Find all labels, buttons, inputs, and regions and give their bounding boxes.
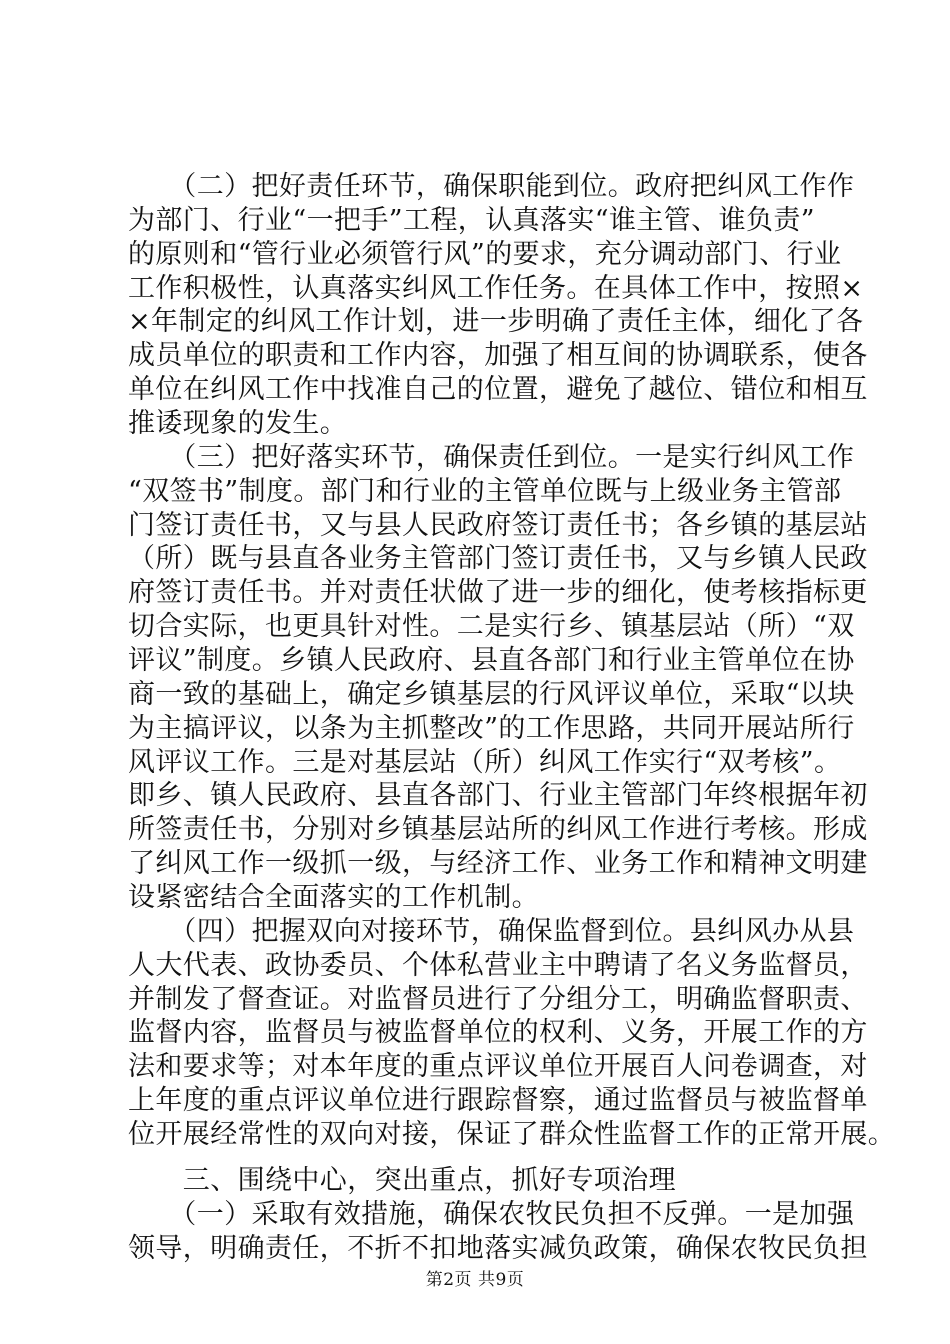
text-line: 上年度的重点评议单位进行跟踪督察，通过监督员与被监督单 <box>128 1085 868 1116</box>
text-line: 为部门、行业“一把手”工程，认真落实“谁主管、谁负责” <box>128 205 816 236</box>
text-line: 所签责任书，分别对乡镇基层站所的纠风工作进行考核。形成 <box>128 814 868 845</box>
text-line: 的原则和“管行业必须管行风”的要求，充分调动部门、行业 <box>128 239 842 270</box>
text-line: （所）既与县直各业务主管部门签订责任书，又与乡镇人民政 <box>128 543 868 574</box>
text-line: 切合实际，也更具针对性。二是实行乡、镇基层站（所）“双 <box>128 611 855 642</box>
text-line: 为主搞评议，以条为主抓整改”的工作思路，共同开展站所行 <box>128 713 855 744</box>
text-line: 评议”制度。乡镇人民政府、县直各部门和行业主管单位在协 <box>128 645 855 676</box>
text-line: “双签书”制度。部门和行业的主管单位既与上级业务主管部 <box>128 476 842 507</box>
text-line: 风评议工作。三是对基层站（所）纠风工作实行“双考核”。 <box>128 747 842 778</box>
text-line: 并制发了督查证。对监督员进行了分组分工，明确监督职责、 <box>128 984 868 1015</box>
text-line: 法和要求等；对本年度的重点评议单位开展百人问卷调查，对 <box>128 1051 868 1082</box>
text-line: 了纠风工作一级抓一级，与经济工作、业务工作和精神文明建 <box>128 848 868 879</box>
text-line: （三）把好落实环节，确保责任到位。一是实行纠风工作 <box>128 442 855 473</box>
text-line: （一）采取有效措施，确保农牧民负担不反弹。一是加强 <box>128 1199 855 1230</box>
text-line: 商一致的基础上，确定乡镇基层的行风评议单位，采取“以块 <box>128 679 855 710</box>
text-line: ×年制定的纠风工作计划，进一步明确了责任主体，细化了各 <box>128 306 864 337</box>
text-line: 成员单位的职责和工作内容，加强了相互间的协调联系，使各 <box>128 340 868 371</box>
text-line: 人大代表、政协委员、个体私营业主中聘请了名义务监督员， <box>128 950 868 981</box>
text-line: 即乡、镇人民政府、县直各部门、行业主管部门年终根据年初 <box>128 780 868 811</box>
text-line: 位开展经常性的双向对接，保证了群众性监督工作的正常开展。 <box>128 1119 896 1150</box>
text-line: （四）把握双向对接环节，确保监督到位。县纠风办从县 <box>128 916 855 947</box>
text-line: 推诿现象的发生。 <box>128 408 348 439</box>
text-line: 领导，明确责任，不折不扣地落实减负政策，确保农牧民负担 <box>128 1233 868 1264</box>
text-line: 工作积极性，认真落实纠风工作任务。在具体工作中，按照× <box>128 273 864 304</box>
text-line: 单位在纠风工作中找准自己的位置，避免了越位、错位和相互 <box>128 374 868 405</box>
text-line: 门签订责任书，又与县人民政府签订责任书；各乡镇的基层站 <box>128 510 868 541</box>
text-line: 设紧密结合全面落实的工作机制。 <box>128 882 539 913</box>
text-line: 监督内容，监督员与被监督单位的权利、义务，开展工作的方 <box>128 1017 868 1048</box>
text-line: （二）把好责任环节，确保职能到位。政府把纠风工作作 <box>128 171 855 202</box>
text-line: 府签订责任书。并对责任状做了进一步的细化，使考核指标更 <box>128 577 868 608</box>
text-line: 三、围绕中心，突出重点，抓好专项治理 <box>128 1165 676 1196</box>
page-footer: 第2页 共9页 <box>425 1270 525 1290</box>
